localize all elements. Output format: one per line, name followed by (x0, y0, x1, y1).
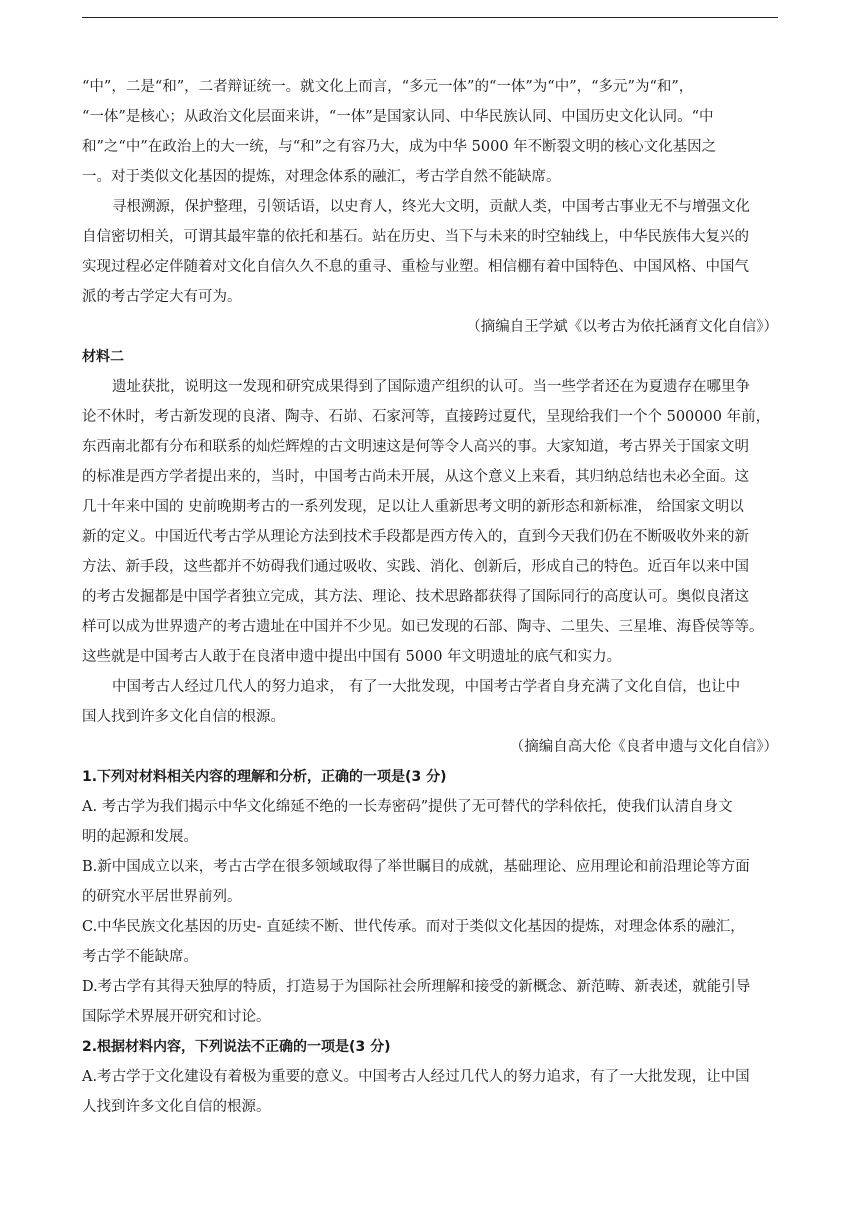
paragraph-line: 遗址获批，说明这一发现和研究成果得到了国际遗产组织的认可。当一些学者还在为夏遗存在哪里争 (112, 379, 750, 395)
option-line: 的研究水平居世界前列。 (82, 889, 242, 905)
question-stem: 2.根据材料内容，下列说法不正确的一项是(3 分) (82, 1039, 391, 1055)
option-line: C.中华民族文化基因的历史- 直延续不断、世代传承。而对于类似文化基因的提炼，对理念体系的融汇， (82, 919, 745, 935)
paragraph-line: 东西南北都有分布和联系的灿烂辉煌的古文明速这是何等令人高兴的事。大家知道，考古界关于国家文明 (82, 439, 749, 455)
paragraph-line: 论不休时，考古新发现的良渚、陶寺、石峁、石家河等，直接跨过夏代，呈现给我们一个个 500000 年前， (82, 409, 771, 425)
paragraph-line: 寻根溯源，保护整理，引领话语，以史育人，终光大文明，贡献人类，中国考古事业无不与增强文化 (112, 199, 750, 215)
paragraph-line: 中国考古人经过几代人的努力追求， 有了一大批发现，中国考古学者自身充满了文化自信，也让中 (112, 679, 741, 695)
source-citation: （摘编自高大伦《良者申遗与文化自信》） (509, 739, 778, 755)
header-rule (82, 17, 778, 18)
option-line: B.新中国成立以来，考古古学在很多领域取得了举世瞩目的成就，基础理论、应用理论和前沿理论等方面 (82, 859, 750, 875)
source-citation: （摘编自王学斌《以考古为依托涵育文化自信》） (466, 319, 778, 335)
question-stem: 1.下列对材料相关内容的理解和分析，正确的一项是(3 分) (82, 769, 447, 785)
option-line: 国际学术界展开研究和讨论。 (82, 1009, 271, 1025)
option-line: D.考古学有其得天独厚的特质，打造易于为国际社会所理解和接受的新概念、新范畴、新表述，就能引导 (82, 979, 751, 995)
paragraph-line: 的标准是西方学者提出来的，当时，中国考古尚未开展，从这个意义上来看，其归纳总结也未必全面。这 (82, 469, 749, 485)
paragraph-line: 样可以成为世界遗产的考古遗址在中国并不少见。如已发现的石部、陶寺、二里失、三星堆、海昏侯等等。 (82, 619, 764, 635)
paragraph-line: 和”之“中”在政治上的大一统，与“和”之有容乃大，成为中华 5000 年不断裂文明的核心文化基因之 (82, 139, 717, 155)
paragraph-line: 一。对于类似文化基因的提炼，对理念体系的融汇，考古学自然不能缺席。 (82, 169, 561, 185)
paragraph-line: 实现过程必定伴随着对文化自信久久不息的重寻、重检与业塑。相信棚有着中国特色、中国风格、中国气 (82, 259, 749, 275)
paragraph-line: “中”，二是“和”，二者辩证统一。就文化上而言，“多元一体”的“一体”为“中”，“多元”为“和”， (82, 79, 694, 95)
paragraph-line: 派的考古学定大有可为。 (82, 289, 242, 305)
paragraph-line: 几十年来中国的 史前晚期考古的一系列发现，足以让人重新思考文明的新形态和新标准， 给国家文明以 (82, 499, 744, 515)
paragraph-line: “一体”是核心；从政治文化层面来讲，“一体”是国家认同、中华民族认同、中国历史文化认同。“中 (82, 109, 714, 125)
option-line: 明的起源和发展。 (82, 829, 198, 845)
paragraph-line: 国人找到许多文化自信的根源。 (82, 709, 285, 725)
section-heading: 材料二 (82, 349, 124, 365)
paragraph-line: 新的定义。中国近代考古学从理论方法到技术手段都是西方传入的，直到今天我们仍在不断吸收外来的新 (82, 529, 749, 545)
paragraph-line: 方法、新手段，这些都并不妨碍我们通过吸收、实践、消化、创新后，形成自己的特色。近百年以来中国 (82, 559, 749, 575)
option-line: 考古学不能缺席。 (82, 949, 198, 965)
document-body (82, 72, 782, 1122)
paragraph-line: 自信密切相关，可谓其最牢靠的依托和基石。站在历史、当下与未来的时空轴线上，中华民族伟大复兴的 (82, 229, 749, 245)
option-line: 人找到许多文化自信的根源。 (82, 1099, 271, 1115)
paragraph-line: 的考古发掘都是中国学者独立完成，其方法、理论、技术思路都获得了国际同行的高度认可。奥似良渚这 (82, 589, 749, 605)
option-line: A. 考古学为我们揭示中华文化绵延不绝的一长寿密码”提供了无可替代的学科依托，使我们认清自身文 (82, 799, 733, 815)
paragraph-line: 这些就是中国考古人敢于在良渚申遗中提出中国有 5000 年文明遗址的底气和实力。 (82, 649, 622, 665)
option-line: A.考古学于文化建设有着极为重要的意义。中国考古人经过几代人的努力追求，有了一大批发现，让中国 (82, 1069, 750, 1085)
